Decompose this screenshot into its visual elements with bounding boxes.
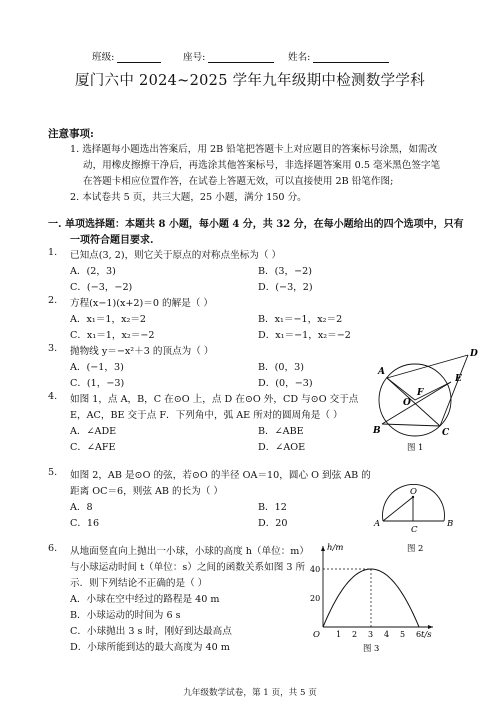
q1-option-d[interactable]: D．(−3，2) — [258, 282, 313, 293]
q3-option-b[interactable]: B．(0，3) — [258, 362, 304, 373]
fig2-label-c: C — [411, 525, 418, 535]
fig3-caption: 图 3 — [363, 643, 380, 653]
fig3-xtick-4: 4 — [384, 630, 390, 639]
notice-item2: 2. 本试卷共 5 页，共三大题，25 小题，满分 150 分。 — [70, 192, 307, 203]
class-label: 班级: — [92, 52, 115, 63]
q4-option-c[interactable]: C．∠AFE — [70, 442, 116, 453]
exam-title: 厦门六中 2024~2025 学年九年级期中检测数学学科 — [74, 73, 426, 89]
q4-option-b[interactable]: B．∠ABE — [258, 426, 304, 437]
q5-number: 5. — [48, 467, 58, 478]
fig3-y-arrow-icon — [321, 546, 325, 551]
notice-heading: 注意事项: — [48, 128, 94, 140]
section1-line1: 一. 单项选择题：本题共 8 小题，每小题 4 分，共 32 分，在每小题给出的四个选项中，只有 — [48, 219, 464, 230]
q1-stem: 已知点(3, 2)，则它关于原点的对称点坐标为（ ） — [70, 250, 282, 261]
fig1-line-ac — [387, 378, 440, 426]
fig1-label-f: F — [417, 388, 424, 398]
figure-3 — [305, 540, 440, 655]
q6-option-d[interactable]: D．小球所能到达的最大高度为 40 m — [70, 642, 230, 653]
q2-option-c[interactable]: C．x₁＝1，x₂＝−2 — [70, 330, 155, 341]
q6-option-a[interactable]: A．小球在空中经过的路程是 40 m — [70, 594, 220, 605]
fig2-label-a: A — [374, 519, 381, 529]
seat-label: 座号: — [183, 52, 206, 63]
q5-option-d[interactable]: D．20 — [258, 518, 288, 529]
fig3-ytick-20: 20 — [310, 594, 321, 603]
q2-option-a[interactable]: A．x₁＝1，x₂＝2 — [70, 314, 147, 325]
fig3-ytick-40: 40 — [310, 565, 321, 574]
fig1-label-d: D — [470, 349, 478, 359]
class-field — [92, 49, 161, 63]
q3-option-a[interactable]: A．(−1，3) — [70, 362, 124, 373]
q6-option-b[interactable]: B．小球运动的时间为 6 s — [70, 610, 181, 621]
q3-number: 3. — [48, 343, 58, 354]
fig2-label-b: B — [447, 519, 454, 529]
q4-stem-line2: E，AC，BE 交于点 F．下列角中，弧 AE 所对的圆周角是（ ） — [70, 410, 343, 421]
notice-item1-line3: 在答题卡相应位置作答，在试卷上答题无效，可以直接使用 2B 铅笔作图; — [83, 176, 394, 187]
name-label: 姓名: — [288, 52, 311, 63]
fig3-origin-label: O — [313, 630, 320, 640]
name-blank[interactable] — [313, 52, 389, 63]
q2-option-d[interactable]: D．x₁＝−1，x₂＝−2 — [258, 330, 351, 341]
q5-option-c[interactable]: C．16 — [70, 518, 100, 529]
q6-stem-line2: 与小球运动时间 t（单位：s）之间的函数关系如图 3 所 — [70, 562, 306, 573]
fig1-label-c: C — [442, 428, 450, 438]
fig1-line-bc — [382, 424, 440, 426]
q1-number: 1. — [48, 247, 58, 258]
q4-stem-line1: 如图 1，点 A，B，C 在⊙O 上，点 D 在⊙O 外，CD 与⊙O 交于点 — [70, 394, 359, 405]
seat-blank[interactable] — [208, 52, 274, 63]
q6-option-c[interactable]: C．小球抛出 3 s 时，刚好到达最高点 — [70, 626, 232, 637]
q2-option-b[interactable]: B．x₁＝−1，x₂＝2 — [258, 314, 343, 325]
fig2-radius-oa — [383, 497, 413, 521]
fig1-label-b: B — [373, 426, 381, 436]
notice-item1-line2: 动，用橡皮擦擦干净后，再选涂其他答案标号，非选择题答案用 0.5 毫米黑色签字笔 — [83, 160, 441, 171]
q3-option-d[interactable]: D．(0，−3) — [258, 378, 313, 389]
name-field — [288, 49, 389, 63]
q4-option-d[interactable]: D．∠AOE — [258, 442, 306, 453]
section1-line2: 一项符合题目要求. — [70, 235, 154, 246]
q5-option-a[interactable]: A．8 — [70, 502, 93, 513]
q2-number: 2. — [48, 295, 58, 306]
page-footer: 九年级数学试卷，第 1 页，共 5 页 — [183, 688, 317, 698]
q6-number: 6. — [48, 543, 58, 554]
fig1-line-dc — [440, 355, 468, 426]
notice-item1-line1: 1. 选择题每小题选出答案后，用 2B 铅笔把答题卡上对应题目的答案标号涂黑，如需改 — [70, 144, 438, 155]
q5-stem-line1: 如图 2，AB 是⊙O 的弦，若⊙O 的半径 OA＝10，圆心 O 到弦 AB 的 — [70, 470, 371, 481]
fig1-label-a: A — [378, 367, 385, 377]
fig3-xtick-5: 5 — [400, 630, 406, 639]
q5-stem-line2: 距离 OC＝6，则弦 AB 的长为（ ） — [70, 486, 224, 497]
q3-option-c[interactable]: C．(1，−3) — [70, 378, 125, 389]
q1-option-c[interactable]: C．(−3，−2) — [70, 282, 133, 293]
fig3-xtick-3: 3 — [368, 630, 374, 639]
q6-stem-line3: 示．则下列结论不正确的是（ ） — [70, 578, 208, 589]
q1-option-b[interactable]: B．(3，−2) — [258, 266, 312, 277]
q3-stem: 抛物线 y＝−x²＋3 的顶点为（ ） — [70, 346, 214, 357]
figure-1 — [370, 345, 482, 455]
fig1-line-ao — [387, 378, 415, 400]
fig3-x-arrow-icon — [428, 625, 433, 629]
q1-option-a[interactable]: A．(2，3) — [70, 266, 116, 277]
fig2-label-o: O — [410, 487, 417, 497]
q2-stem: 方程(x−1)(x+2)＝0 的解是（ ） — [70, 298, 214, 309]
fig1-caption: 图 1 — [407, 442, 424, 452]
class-blank[interactable] — [117, 52, 161, 63]
fig1-label-e: E — [455, 374, 462, 384]
fig3-xtick-1: 1 — [336, 630, 342, 639]
fig3-ylabel: h/m — [327, 543, 344, 553]
q4-option-a[interactable]: A．∠ADE — [70, 426, 117, 437]
fig3-xlabel: t/s — [421, 630, 432, 640]
seat-field — [183, 49, 274, 63]
q5-option-b[interactable]: B．12 — [258, 502, 287, 513]
fig1-label-o: O — [403, 398, 411, 408]
fig3-xtick-2: 2 — [352, 630, 358, 639]
q6-stem-line1: 从地面竖直向上抛出一小球，小球的高度 h（单位：m） — [70, 546, 309, 557]
q4-number: 4. — [48, 391, 58, 402]
fig3-xtick-6: 6 — [416, 630, 422, 639]
fig2-caption: 图 2 — [407, 543, 424, 553]
